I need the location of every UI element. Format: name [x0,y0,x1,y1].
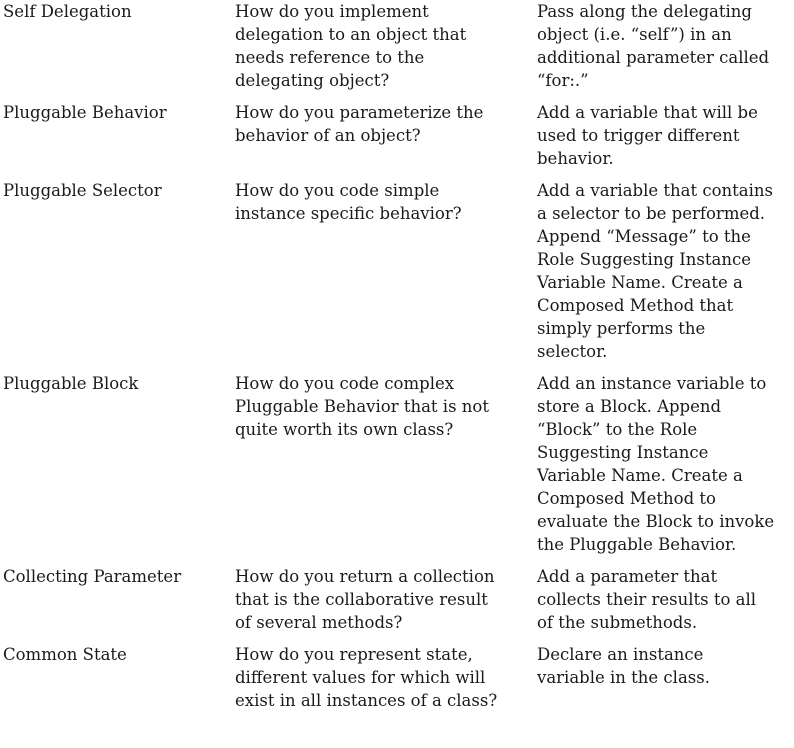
text-line: object (i.e. “self”) in an [537,25,732,44]
solution-text [537,565,794,634]
text-line: quite worth its own class? [235,420,454,439]
table-row [3,179,794,363]
text-line: Variable Name. Create a [537,466,743,485]
text-line: simply performs the [537,319,706,338]
text-line: Composed Method that [537,296,734,315]
text-line: additional parameter called [537,48,770,67]
text-line: Add a variable that will be [537,103,758,122]
table-row [3,101,794,170]
pattern-name: Pluggable Selector [3,181,162,200]
text-line: How do you parameterize the [235,103,484,122]
problem-question [235,179,537,225]
problem-question [235,0,537,92]
problem-question [235,101,537,147]
text-line: How do you return a collection [235,567,495,586]
text-line: that is the collaborative result [235,590,488,609]
text-line: used to trigger different [537,126,740,145]
text-line: Declare an instance [537,645,704,664]
solution-text [537,643,794,689]
text-line: Pluggable Behavior that is not [235,397,489,416]
text-line: How do you represent state, [235,645,473,664]
text-line: Composed Method to [537,489,716,508]
text-line: How do you implement [235,2,429,21]
text-line: different values for which will [235,668,486,687]
problem-question [235,372,537,441]
table-row [3,0,794,92]
text-line: How do you code complex [235,374,455,393]
text-line: Variable Name. Create a [537,273,743,292]
text-line: How do you code simple [235,181,440,200]
text-line: Add a parameter that [537,567,718,586]
text-line: Append “Message” to the [537,227,751,246]
text-line: collects their results to all [537,590,757,609]
text-line: of the submethods. [537,613,698,632]
text-line: evaluate the Block to invoke [537,512,775,531]
text-line: the Pluggable Behavior. [537,535,737,554]
pattern-name: Pluggable Behavior [3,103,167,122]
pattern-name: Common State [3,645,127,664]
text-line: Role Suggesting Instance [537,250,751,269]
text-line: “for:.” [537,71,589,90]
text-line: Add a variable that contains [537,181,773,200]
solution-text [537,179,794,363]
table-row [3,372,794,556]
text-line: instance specific behavior? [235,204,462,223]
pattern-name: Self Delegation [3,2,132,21]
text-line: behavior. [537,149,614,168]
text-line: of several methods? [235,613,403,632]
text-line: “Block” to the Role [537,420,698,439]
solution-text [537,101,794,170]
text-line: store a Block. Append [537,397,722,416]
pattern-name: Collecting Parameter [3,567,182,586]
table-row [3,643,794,712]
pattern-table [3,0,794,721]
text-line: behavior of an object? [235,126,421,145]
text-line: exist in all instances of a class? [235,691,498,710]
pattern-name: Pluggable Block [3,374,139,393]
problem-question [235,643,537,712]
text-line: Pass along the delegating [537,2,752,21]
text-line: delegating object? [235,71,390,90]
table-row [3,565,794,634]
text-line: Add an instance variable to [537,374,767,393]
solution-text [537,0,794,92]
text-line: needs reference to the [235,48,425,67]
text-line: variable in the class. [537,668,710,687]
text-line: delegation to an object that [235,25,467,44]
text-line: a selector to be performed. [537,204,766,223]
text-line: selector. [537,342,608,361]
solution-text [537,372,794,556]
problem-question [235,565,537,634]
text-line: Suggesting Instance [537,443,709,462]
